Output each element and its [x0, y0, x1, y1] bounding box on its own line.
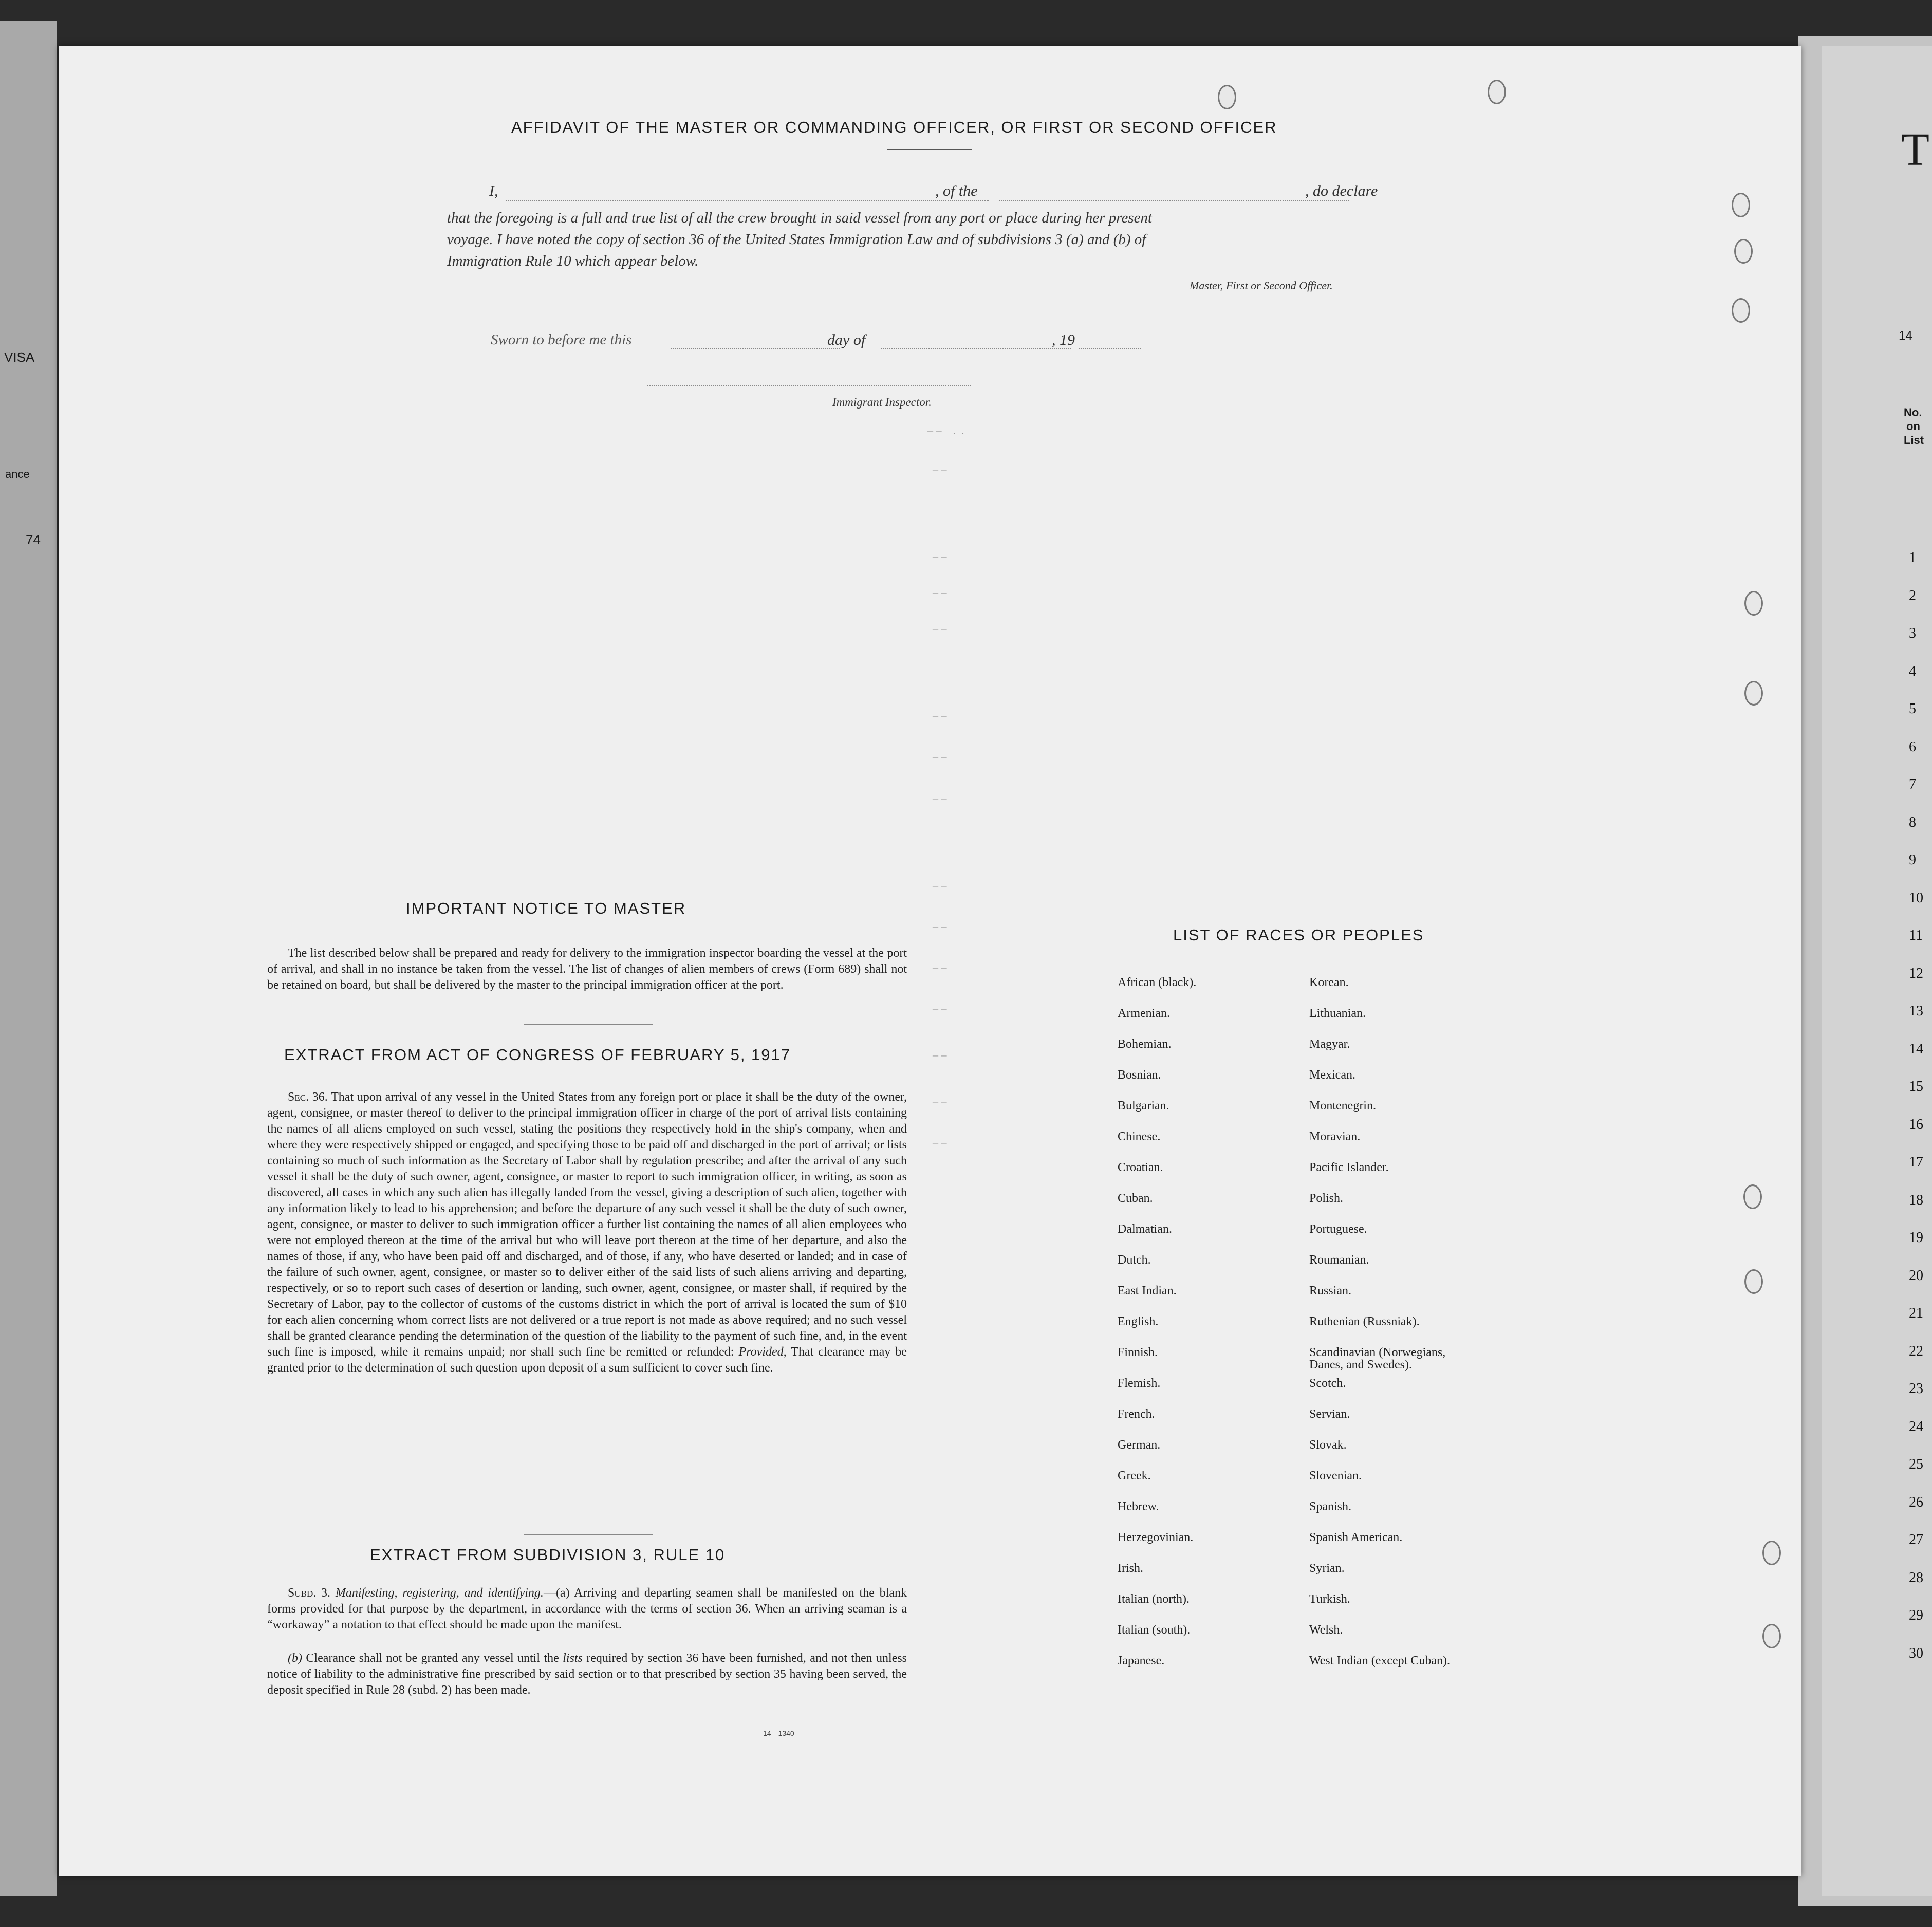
race-item: Mexican. [1309, 1068, 1355, 1082]
row-number: 17 [1909, 1154, 1923, 1170]
bleed-through-marks: – – [933, 1002, 947, 1015]
race-item: Slovak. [1309, 1438, 1347, 1452]
row-number: 9 [1909, 852, 1916, 868]
title-underline [887, 149, 972, 150]
race-item: Croatian. [1118, 1161, 1163, 1174]
race-item: Bohemian. [1118, 1037, 1172, 1051]
sec-body: That upon arrival of any vessel in the United States from any foreign port or place it shall be the duty of the owner, agent, consignee, or master thereof to deliver to the principal immigration officer in charge of the port of arrival lists containing the names of all aliens employed on such vessel, stating the positions they respectively hold in the ship's company, when and where they were respectively shipped or engaged, and specifying those to be paid off and discharged in the port of arrival; or lists containing so much of such information as the Secretary of Labor shall by regulation prescribe; and after the arrival of any such vessel it shall be the duty of such owner, agent, consignee, or master to report to such immigration officer, in writing, as soon as discovered, all cases in which any such alien has illegally landed from the vessel, giving a description of such alien, together with any information likely to lead to his apprehension; and before the departure of any such vessel it shall be the duty of such owner, agent, consignee, or master to deliver to such immigration officer a further list containing the names of all alien employees who were not employed thereon at the time of the arrival but who will leave port thereon at the time of her departure, and also the names of those, if any, who have been paid off and discharged, and of those, if any, who have deserted or landed; and in case of the failure of such owner, agent, consignee, or master so to deliver either of the said lists of such aliens arriving and departing, respectively, or so to report such cases of desertion or landing, such owner, agent, consignee, or master shall, if required by the Secretary of Labor, pay to the collector of customs of the customs district in which the port of arrival is located the sum of $10 for each alien concerning whom correct lists are not delivered or a true report is not made as above required; and no such vessel shall be granted clearance pending the determination of the question of the liability to the payment of such fine, and, in the event such fine is imposed, while it remains unpaid; nor shall such fine be remitted or refunded: [267, 1090, 907, 1359]
row-number: 15 [1909, 1079, 1923, 1095]
affidavit-do-declare-label: , do declare [1305, 182, 1378, 199]
races-left-column [1118, 976, 1196, 1685]
sec-body-end: That clearance may be granted prior to the determination of such question upon deposit of a sum sufficient to cover such fine. [267, 1345, 907, 1375]
race-item: Polish. [1309, 1192, 1344, 1205]
form-number: 14—1340 [763, 1729, 794, 1737]
bleed-through-marks: – – [933, 920, 947, 933]
race-item: Armenian. [1118, 1007, 1170, 1020]
row-number: 23 [1909, 1381, 1923, 1397]
punch-hole [1488, 80, 1506, 104]
provided-label: Provided, [738, 1345, 787, 1359]
month-blank-line [881, 348, 1071, 349]
punch-hole [1744, 681, 1763, 706]
subd-b-label: (b) [288, 1652, 302, 1665]
row-number: 26 [1909, 1494, 1923, 1510]
subd-b-lists: lists [563, 1652, 583, 1665]
vessel-blank-line [999, 200, 1349, 201]
bleed-through-marks: – – [933, 879, 947, 892]
bleed-through-marks: – – [933, 622, 947, 635]
row-number: 2 [1909, 587, 1916, 604]
rule10-subd-b-text [267, 1651, 907, 1698]
row-number: 5 [1909, 701, 1916, 717]
punch-hole [1732, 298, 1750, 323]
race-item: Russian. [1309, 1284, 1352, 1298]
punch-hole [1744, 591, 1763, 616]
subd-b-text-2: required by section 36 have been furnished, and not then unless notice of liability to the administrative fine prescribed by said section or to that prescribed by section 35 having been served, the deposit specified in Rule 28 (subd. 2) has been made. [267, 1652, 907, 1697]
race-item: Hebrew. [1118, 1500, 1159, 1513]
race-item: Portuguese. [1309, 1222, 1367, 1236]
race-item: Dalmatian. [1118, 1222, 1172, 1236]
inspector-signature-line [647, 385, 971, 386]
subd-b-text-1: Clearance shall not be granted any vessel until the [306, 1652, 559, 1665]
race-item: Syrian. [1309, 1562, 1345, 1575]
row-number: 30 [1909, 1645, 1923, 1661]
race-item: Irish. [1118, 1562, 1143, 1575]
row-number: 18 [1909, 1192, 1923, 1208]
right-edge-on-label: on [1906, 420, 1920, 433]
sworn-label: Sworn to before me this [491, 331, 632, 348]
race-item: German. [1118, 1438, 1161, 1452]
race-item: Cuban. [1118, 1192, 1153, 1205]
race-item: Turkish. [1309, 1592, 1350, 1606]
right-edge-14-label: 14 [1899, 329, 1912, 343]
race-item: Lithuanian. [1309, 1007, 1366, 1020]
affidavit-page [59, 46, 1801, 1876]
bleed-through-marks: – – [933, 791, 947, 804]
race-item: West Indian (except Cuban). [1309, 1654, 1450, 1667]
race-item: Herzegovinian. [1118, 1531, 1194, 1544]
row-number: 1 [1909, 550, 1916, 566]
races-right-column [1309, 976, 1479, 1685]
row-number: 14 [1909, 1041, 1923, 1057]
bleed-through-marks: – – [933, 1095, 947, 1107]
right-edge-list-label: List [1904, 434, 1924, 447]
affidavit-title: AFFIDAVIT OF THE MASTER OR COMMANDING OFFICER, OR FIRST OR SECOND OFFICER [511, 118, 1277, 136]
notice-divider [524, 1024, 653, 1025]
races-title: LIST OF RACES OR PEOPLES [1173, 926, 1424, 944]
affidavit-line-3: Immigration Rule 10 which appear below. [447, 253, 699, 269]
row-number: 24 [1909, 1418, 1923, 1435]
race-item: Italian (north). [1118, 1592, 1190, 1606]
affidavit-line-1: that the foregoing is a full and true list of all the crew brought in said vessel from any port or place during her present [447, 210, 1153, 226]
race-item: Dutch. [1118, 1253, 1151, 1267]
row-number: 8 [1909, 814, 1916, 830]
row-number: 25 [1909, 1456, 1923, 1472]
race-item: East Indian. [1118, 1284, 1177, 1298]
race-item: African (black). [1118, 976, 1197, 989]
race-item: Pacific Islander. [1309, 1161, 1389, 1174]
race-item: French. [1118, 1407, 1155, 1421]
inspector-label: Immigrant Inspector. [832, 396, 932, 409]
row-number: 19 [1909, 1230, 1923, 1246]
left-edge-74-label: 74 [26, 532, 41, 547]
row-number: 29 [1909, 1607, 1923, 1623]
race-item: Finnish. [1118, 1346, 1158, 1359]
race-item: Welsh. [1309, 1623, 1343, 1637]
left-underlying-page [0, 21, 57, 1896]
notice-title: IMPORTANT NOTICE TO MASTER [406, 899, 686, 917]
race-item: Ruthenian (Russniak). [1309, 1315, 1420, 1328]
subd-a-label: —(a) [543, 1586, 570, 1600]
punch-hole [1744, 1269, 1763, 1294]
punch-hole [1762, 1541, 1781, 1565]
act-divider [524, 1534, 653, 1535]
punch-hole [1734, 239, 1753, 264]
punch-hole [1732, 193, 1750, 217]
race-item: Servian. [1309, 1407, 1350, 1421]
act-title-text: EXTRACT FROM ACT OF CONGRESS OF FEBRUARY 5, 1917 [284, 1046, 791, 1064]
bleed-through-marks: – – [933, 961, 947, 974]
subd-heading: Manifesting, registering, and identifying. [335, 1586, 544, 1600]
subd-label: Subd. 3. [288, 1586, 331, 1600]
row-number: 11 [1909, 928, 1923, 943]
act-title [284, 1046, 791, 1064]
race-item: Moravian. [1309, 1130, 1361, 1143]
affidavit-line-2: voyage. I have noted the copy of section 36 of the United States Immigration Law and of subdivisions 3 (a) and (b) of [447, 231, 1146, 248]
row-number: 27 [1909, 1532, 1923, 1548]
race-item: Montenegrin. [1309, 1099, 1376, 1113]
bleed-through-marks: – – [933, 586, 947, 599]
race-item: Slovenian. [1309, 1469, 1362, 1483]
race-item: Roumanian. [1309, 1253, 1369, 1267]
year-blank-line [1079, 348, 1141, 349]
race-item: Magyar. [1309, 1037, 1350, 1051]
race-item: English. [1118, 1315, 1159, 1328]
row-number: 12 [1909, 965, 1923, 981]
race-item: Bosnian. [1118, 1068, 1161, 1082]
right-underlying-page-2 [1822, 46, 1932, 1896]
race-item: Greek. [1118, 1469, 1151, 1483]
master-signature-label: Master, First or Second Officer. [1190, 279, 1333, 292]
row-number: 10 [1909, 890, 1923, 906]
race-item: Spanish American. [1309, 1531, 1403, 1544]
race-item: Scotch. [1309, 1377, 1346, 1390]
right-edge-big-letter: T [1901, 124, 1929, 175]
row-number: 13 [1909, 1003, 1923, 1019]
act-section-36-text [267, 1089, 907, 1376]
row-number: 7 [1909, 776, 1916, 792]
name-blank-line [506, 200, 989, 201]
row-number: 16 [1909, 1116, 1923, 1133]
race-item: Chinese. [1118, 1130, 1161, 1143]
race-item: Korean. [1309, 976, 1349, 989]
rule10-subd-a-text [267, 1585, 907, 1633]
punch-hole [1743, 1184, 1762, 1209]
race-item: Japanese. [1118, 1654, 1165, 1667]
day-blank-line [671, 348, 840, 349]
day-of-label: day of [827, 331, 866, 348]
punch-hole [1218, 85, 1236, 109]
race-item: Flemish. [1118, 1377, 1161, 1390]
right-edge-no-label: No. [1904, 406, 1922, 419]
year-label: , 19 [1052, 331, 1075, 348]
bleed-through-marks: – – [933, 1136, 947, 1148]
bleed-through-marks: – – [933, 750, 947, 763]
row-number: 21 [1909, 1305, 1923, 1321]
bleed-through-marks: – – [933, 1048, 947, 1061]
rule10-title: EXTRACT FROM SUBDIVISION 3, RULE 10 [370, 1546, 726, 1564]
race-item: Italian (south). [1118, 1623, 1191, 1637]
row-number: 22 [1909, 1343, 1923, 1359]
race-item: Bulgarian. [1118, 1099, 1169, 1113]
left-edge-visa-label: VISA [4, 349, 35, 365]
row-number: 28 [1909, 1569, 1923, 1586]
punch-hole [1762, 1624, 1781, 1648]
sec-label: Sec. 36. [288, 1090, 328, 1104]
affidavit-of-the-label: , of the [935, 182, 978, 199]
bleed-through-marks: – – [933, 462, 947, 475]
row-number: 20 [1909, 1267, 1923, 1284]
row-number: 4 [1909, 663, 1916, 679]
row-number: 3 [1909, 625, 1916, 641]
bleed-through-marks: – – [933, 709, 947, 722]
affidavit-i-label: I, [489, 182, 498, 199]
left-edge-ance-label: ance [5, 468, 30, 480]
subd-a-text: Arriving and departing seamen shall be manifested on the blank forms provided for that purpose by the department, in accordance with the terms of section 36. When an arriving seaman is a “workaway” a notation to that effect should be made upon the manifest. [267, 1586, 907, 1632]
bleed-through-marks: – – [933, 550, 947, 563]
row-number: 6 [1909, 738, 1916, 755]
bleed-through-marks: – – . . [927, 424, 964, 437]
race-item: Spanish. [1309, 1500, 1352, 1513]
notice-text: The list described below shall be prepared and ready for delivery to the immigration inspector boarding the vessel at the port of arrival, and shall in no instance be taken from the vessel. The list of changes of alien members of crews (Form 689) shall not be retained on board, but shall be delivered by the master to the principal immigration officer at the port. [267, 947, 907, 992]
race-item: Scandinavian (Norwegians, Danes, and Swedes). [1309, 1346, 1446, 1372]
